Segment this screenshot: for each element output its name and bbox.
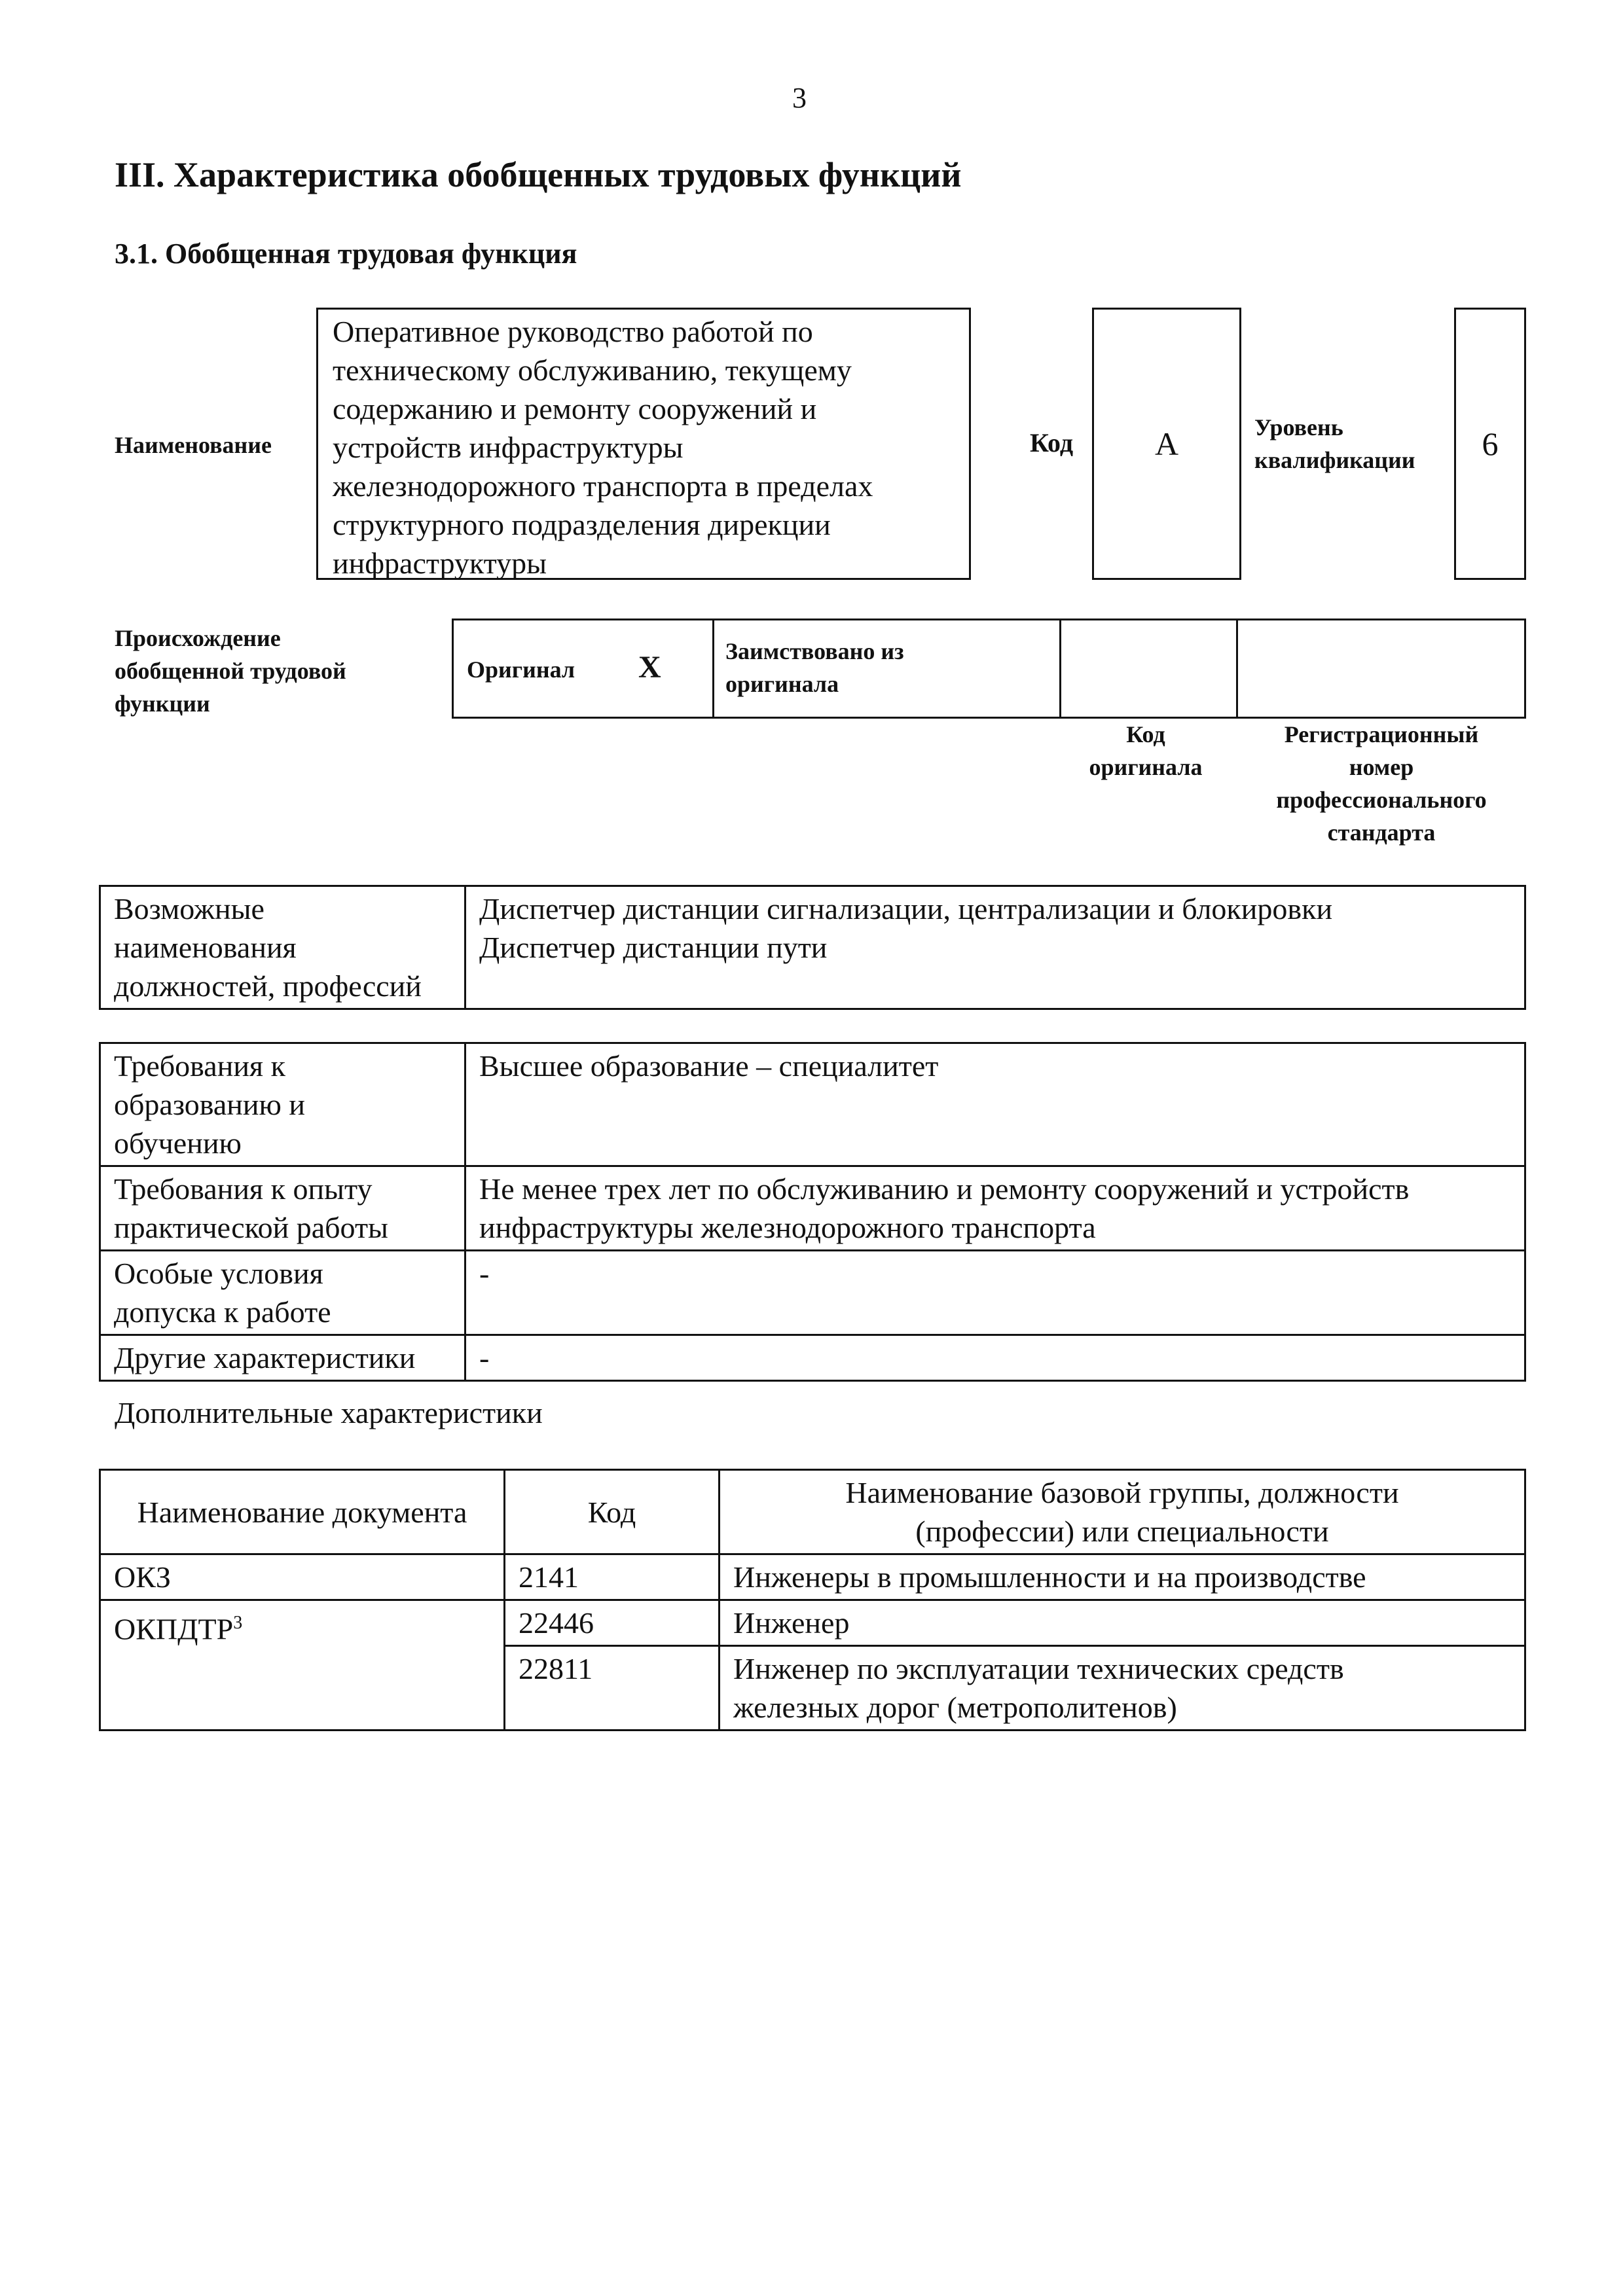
additional-title: Дополнительные характеристики: [115, 1396, 543, 1429]
header-doc: Наименование документа: [100, 1470, 505, 1554]
okpdtr-label: ОКПДТР: [114, 1612, 234, 1646]
requirement-label-cell: [100, 1251, 465, 1335]
function-name-line: устройств инфраструктуры: [333, 431, 684, 464]
requirement-label-cell: [100, 1043, 465, 1166]
requirement-value-cell: [465, 1043, 1525, 1166]
requirement-label-line: Другие характеристики: [114, 1341, 416, 1374]
function-name-line: структурного подразделения дирекции: [333, 508, 831, 541]
table-header-row: [100, 1470, 1525, 1554]
origin-table: [452, 619, 1526, 719]
requirement-label-line: обучению: [114, 1126, 242, 1160]
requirement-label-cell: [100, 1166, 465, 1251]
positions-value-cell: [465, 886, 1525, 1009]
origin-label-line: функции: [115, 691, 210, 717]
name-cell: [720, 1646, 1525, 1731]
header-group-line: (профессии) или специальности: [915, 1515, 1329, 1548]
divider: [1059, 619, 1061, 719]
name-line: железных дорог (метрополитенов): [733, 1691, 1177, 1724]
code-label: Код: [1030, 428, 1074, 457]
code-cell: 22811: [505, 1646, 720, 1731]
subsection-title: 3.1. Обобщенная трудовая функция: [115, 238, 577, 270]
reg-number-caption: [1234, 718, 1529, 849]
requirement-label-line: Особые условия: [114, 1257, 323, 1290]
requirements-table: [99, 1042, 1526, 1382]
name-label: Наименование: [115, 432, 272, 458]
caption-line: оригинала: [1089, 754, 1203, 780]
requirement-label-line: образованию и: [114, 1088, 305, 1121]
function-name-line: содержанию и ремонту сооружений и: [333, 392, 817, 425]
additional-table: [99, 1469, 1526, 1731]
level-label: [1254, 411, 1415, 476]
origin-label-line: Происхождение: [115, 625, 281, 651]
name-cell: [720, 1600, 1525, 1646]
function-name-box: [316, 308, 971, 580]
requirement-value-line: инфраструктуры железнодорожного транспорта: [479, 1211, 1096, 1244]
function-name-line: техническому обслуживанию, текущему: [333, 353, 852, 387]
function-name-line: Оперативное руководство работой по: [333, 315, 813, 348]
footnote-mark: 3: [233, 1613, 243, 1633]
requirement-label-cell: [100, 1335, 465, 1381]
divider: [712, 619, 714, 719]
code-cell: 22446: [505, 1600, 720, 1646]
code-cell: 2141: [505, 1554, 720, 1600]
section-title: III. Характеристика обобщенных трудовых функций: [115, 155, 962, 194]
function-name-line: инфраструктуры: [333, 547, 547, 580]
requirement-label-line: допуска к работе: [114, 1295, 331, 1329]
requirement-value-line: -: [479, 1257, 490, 1290]
header-group-line: Наименование базовой группы, должности: [845, 1476, 1399, 1509]
doc-cell: [100, 1600, 505, 1731]
name-line: Инженер: [733, 1606, 850, 1640]
requirement-label-line: практической работы: [114, 1211, 388, 1244]
divider: [1236, 619, 1238, 719]
header-code: Код: [505, 1470, 720, 1554]
requirement-value-cell: [465, 1166, 1525, 1251]
code-value-box: А: [1092, 308, 1241, 580]
table-row: [100, 1251, 1525, 1335]
code-original-caption: [1057, 718, 1234, 783]
requirement-value-line: Высшее образование – специалитет: [479, 1049, 939, 1083]
positions-table: [99, 885, 1526, 1010]
caption-line: Регистрационный: [1284, 721, 1479, 747]
requirement-value-cell: [465, 1251, 1525, 1335]
original-label: Оригинал: [467, 656, 575, 683]
requirement-label-line: Требования к опыту: [114, 1172, 373, 1206]
borrowed-label: [725, 635, 904, 700]
position-item: Диспетчер дистанции сигнализации, централизации и блокировки: [479, 892, 1333, 925]
page-number: 3: [792, 82, 807, 114]
positions-label-cell: [100, 886, 465, 1009]
table-row: [100, 1335, 1525, 1381]
borrowed-label-line: Заимствовано из: [725, 638, 904, 664]
positions-label-line: наименования: [114, 931, 297, 964]
position-item: Диспетчер дистанции пути: [479, 931, 828, 964]
positions-label-line: Возможные: [114, 892, 264, 925]
requirement-value-line: Не менее трех лет по обслуживанию и ремонту сооружений и устройств: [479, 1172, 1410, 1206]
origin-label-line: обобщенной трудовой: [115, 658, 346, 684]
requirement-value-line: -: [479, 1341, 490, 1374]
function-name-line: железнодорожного транспорта в пределах: [333, 469, 873, 503]
caption-line: Код: [1126, 721, 1165, 747]
name-line: Инженер по эксплуатации технических средств: [733, 1652, 1344, 1685]
origin-label: [115, 622, 346, 720]
caption-line: номер: [1349, 754, 1414, 780]
level-label-line: Уровень: [1254, 414, 1343, 440]
level-value-box: 6: [1454, 308, 1526, 580]
name-cell: Инженеры в промышленности и на производстве: [720, 1554, 1525, 1600]
positions-label-line: должностей, профессий: [114, 969, 422, 1003]
requirement-value-cell: [465, 1335, 1525, 1381]
caption-line: профессионального: [1276, 787, 1487, 813]
requirement-label-line: Требования к: [114, 1049, 285, 1083]
level-label-line: квалификации: [1254, 447, 1415, 473]
header-group: [720, 1470, 1525, 1554]
table-row: [100, 1600, 1525, 1646]
borrowed-label-line: оригинала: [725, 671, 839, 697]
table-row: [100, 1166, 1525, 1251]
doc-cell: ОКЗ: [100, 1554, 505, 1600]
caption-line: стандарта: [1327, 819, 1436, 846]
table-row: [100, 1554, 1525, 1600]
table-row: [100, 1043, 1525, 1166]
original-mark: X: [638, 650, 661, 685]
